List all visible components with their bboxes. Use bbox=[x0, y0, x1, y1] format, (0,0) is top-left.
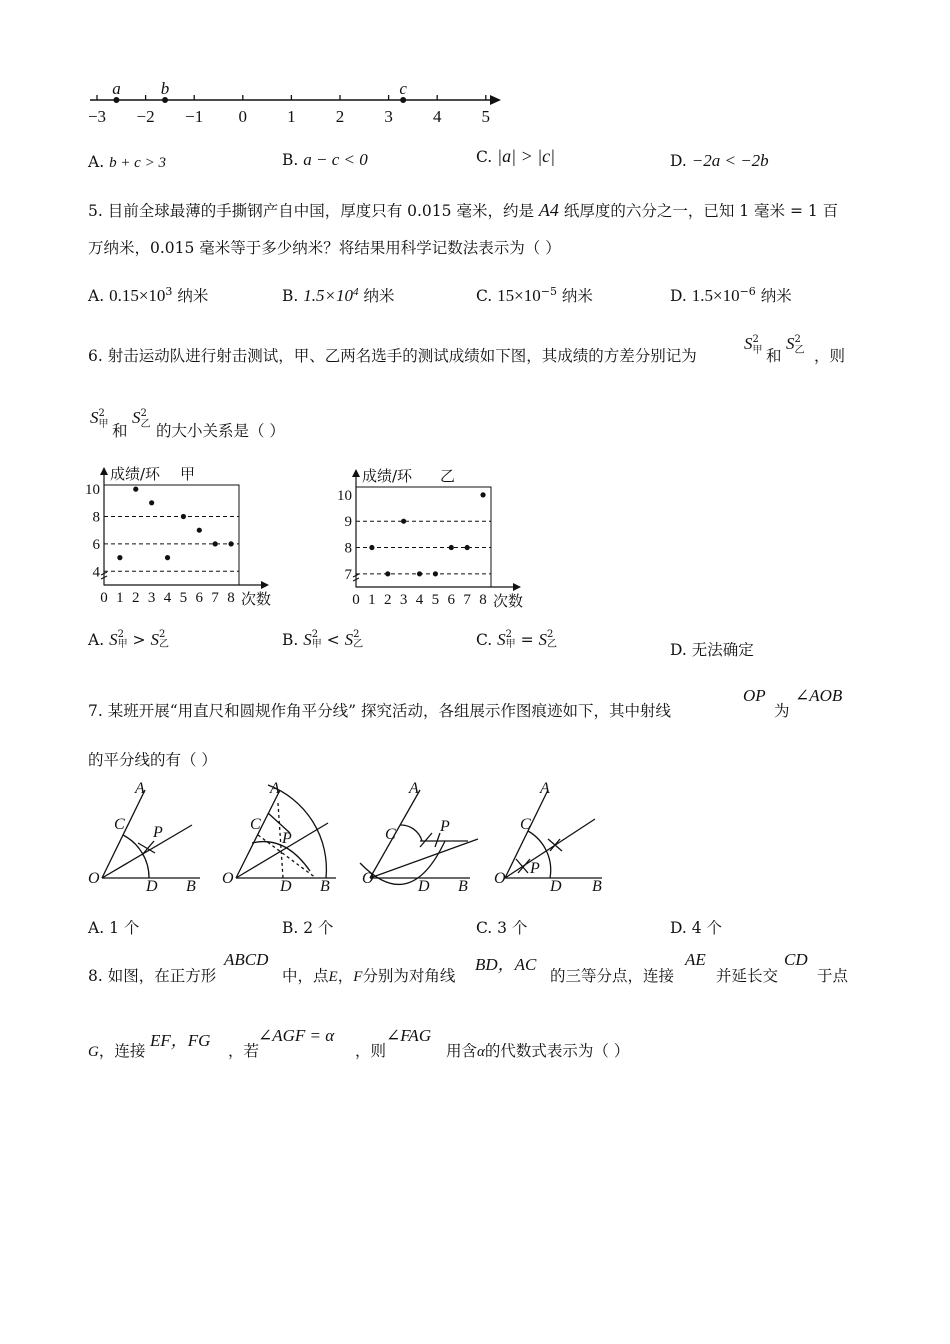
q6-option-c: C. S 2 甲 = S 2 乙 bbox=[476, 629, 558, 650]
q5-option-b: B. $1.5\times 10^4$ 纳米 bbox=[282, 286, 395, 306]
q6-s-jia: S 2 甲 bbox=[744, 334, 763, 356]
chart-x-tick-label: 0 bbox=[100, 590, 108, 606]
q7-option-a: A. 1 个 bbox=[88, 919, 140, 937]
chart-point bbox=[197, 528, 202, 533]
chart-point bbox=[417, 571, 422, 576]
chart-x-tick-label: 6 bbox=[447, 592, 456, 608]
chart-y-tick-label: 4 bbox=[92, 564, 100, 581]
q7-option-b: B. 2 个 bbox=[282, 919, 334, 937]
chart-yi bbox=[330, 460, 540, 620]
q8-p6: 于点 bbox=[817, 967, 849, 985]
svg-text:D: D bbox=[280, 878, 292, 895]
q8-p10: 用含α的代数式表示为（ ） bbox=[446, 1042, 630, 1060]
q6-option-d: D. 无法确定 bbox=[670, 641, 754, 659]
chart-x-tick-label: 1 bbox=[368, 592, 376, 608]
q5-line1: 5. 目前全球最薄的手撕钢产自中国，厚度只有 0.015 毫米，约是 A4 纸厚度的六分之一，已知 1 毫米 = 1 百 bbox=[88, 200, 839, 220]
q8-p1: 8. 如图，在正方形 bbox=[88, 967, 217, 985]
number-line-point-label: a bbox=[112, 79, 121, 98]
chart-point bbox=[181, 514, 186, 519]
q8-cd: CD bbox=[784, 950, 808, 969]
chart-x-tick-label: 2 bbox=[132, 590, 140, 606]
chart-point bbox=[433, 571, 438, 576]
chart-frame bbox=[356, 487, 491, 587]
q7-angle: ∠AOB bbox=[795, 686, 843, 705]
q7-figure-4 bbox=[505, 790, 602, 878]
svg-text:P: P bbox=[440, 818, 450, 835]
chart-point bbox=[117, 555, 122, 560]
chart-x-tick-label: 1 bbox=[116, 590, 124, 606]
svg-text:P: P bbox=[282, 830, 292, 847]
q6-line1: 6. 射击运动队进行射击测试，甲、乙两名选手的测试成绩如下图，其成绩的方差分别记为 bbox=[88, 347, 697, 365]
chart-title: 甲 bbox=[180, 465, 196, 483]
number-line-tick-label: 5 bbox=[481, 107, 491, 126]
chart-y-label: 成绩/环 bbox=[110, 465, 161, 483]
q4-option-b-expr: a − c < 0 bbox=[303, 150, 368, 169]
svg-text:C: C bbox=[520, 816, 531, 833]
chart-x-tick-label: 2 bbox=[384, 592, 392, 608]
q4-option-d: D. −2a < −2b bbox=[670, 151, 769, 170]
q8-abcd: ABCD bbox=[224, 950, 269, 969]
chart-x-tick-label: 4 bbox=[415, 592, 424, 608]
q8-p2: 中，点E，F分别为对角线 bbox=[282, 967, 456, 985]
q6-line2-tail: 的大小关系是（ ） bbox=[156, 422, 285, 440]
chart-x-tick-label: 5 bbox=[431, 592, 440, 608]
svg-text:C: C bbox=[385, 826, 396, 843]
q6-s-yi-2: S 2 乙 bbox=[132, 408, 151, 430]
chart-point bbox=[465, 545, 470, 550]
q4-option-d-expr: −2a < −2b bbox=[691, 151, 769, 170]
number-line-tick-label: 2 bbox=[335, 107, 345, 126]
chart-point bbox=[369, 545, 374, 550]
q5-line2: 万纳米，0.015 毫米等于多少纳米？将结果用科学记数法表示为（ ） bbox=[88, 239, 561, 257]
svg-text:P: P bbox=[530, 860, 540, 877]
chart-y-tick-label: 9 bbox=[344, 514, 352, 531]
number-line-arrow bbox=[490, 95, 501, 105]
chart-point bbox=[385, 571, 390, 576]
q7-line1: 7. 某班开展“用直尺和圆规作角平分线” 探究活动，各组展示作图痕迹如下，其中射线 bbox=[88, 702, 671, 720]
chart-point bbox=[480, 492, 485, 497]
svg-text:O: O bbox=[222, 870, 234, 887]
number-line-point-label: b bbox=[160, 79, 170, 98]
chart-y-tick-label: 7 bbox=[344, 566, 352, 583]
svg-text:O: O bbox=[362, 870, 374, 887]
number-line-tick-label: 4 bbox=[432, 107, 442, 126]
chart-point bbox=[149, 500, 154, 505]
svg-text:O: O bbox=[88, 870, 100, 887]
svg-text:A: A bbox=[270, 780, 280, 797]
q5-option-a: A. $0.15\times 10^3$ 纳米 bbox=[88, 285, 209, 306]
chart-x-tick-label: 5 bbox=[179, 590, 188, 606]
number-line bbox=[80, 75, 520, 130]
q4-option-c-expr: |a| > |c| bbox=[497, 146, 556, 166]
chart-x-tick-label: 3 bbox=[147, 590, 156, 606]
number-line-tick-label: −1 bbox=[185, 107, 204, 126]
q8-p9: ，则 bbox=[355, 1042, 387, 1060]
number-line-tick-label: 3 bbox=[384, 107, 393, 126]
svg-text:C: C bbox=[250, 816, 261, 833]
svg-text:D: D bbox=[418, 878, 430, 895]
svg-text:C: C bbox=[114, 816, 125, 833]
q7-figure-1 bbox=[102, 790, 200, 878]
chart-point bbox=[213, 541, 218, 546]
q8-line2a: G，连接 bbox=[88, 1042, 146, 1060]
chart-x-arrow bbox=[261, 581, 269, 589]
number-line-tick-label: −3 bbox=[87, 107, 107, 126]
q4-option-a-expr: b + c > 3 bbox=[109, 155, 166, 171]
q6-option-b: B. S 2 甲 < S 2 乙 bbox=[282, 629, 364, 650]
q5-option-d: D. $1.5\times 10^{-6}$ 纳米 bbox=[670, 285, 792, 306]
chart-x-arrow bbox=[513, 583, 521, 591]
chart-y-tick-label: 10 bbox=[337, 487, 352, 504]
chart-x-tick-label: 7 bbox=[463, 592, 471, 608]
number-line-point-label: c bbox=[399, 79, 407, 98]
svg-text:B: B bbox=[458, 878, 468, 895]
number-line-tick-label: 0 bbox=[238, 107, 248, 126]
chart-title: 乙 bbox=[440, 467, 456, 485]
chart-x-tick-label: 0 bbox=[352, 592, 360, 608]
svg-text:A: A bbox=[540, 780, 550, 797]
q8-effg: EF，FG bbox=[150, 1031, 211, 1050]
chart-x-label: 次数 bbox=[241, 590, 272, 608]
svg-text:A: A bbox=[135, 780, 145, 797]
chart-jia bbox=[80, 455, 280, 615]
q4-option-c: C. |a| > |c| bbox=[476, 146, 556, 166]
chart-x-tick-label: 4 bbox=[163, 590, 172, 606]
q6-and: 和 bbox=[766, 347, 782, 365]
q7-line2: 的平分线的有（ ） bbox=[88, 751, 217, 769]
q7-option-d: D. 4 个 bbox=[670, 919, 723, 937]
chart-x-tick-label: 8 bbox=[479, 592, 487, 608]
q6-s-jia-2: S 2 甲 bbox=[90, 408, 109, 430]
svg-text:D: D bbox=[146, 878, 158, 895]
q7-figures bbox=[80, 775, 620, 900]
q7-wei: 为 bbox=[774, 702, 790, 720]
chart-x-tick-label: 7 bbox=[211, 590, 219, 606]
chart-x-tick-label: 8 bbox=[227, 590, 235, 606]
q8-cond: ∠AGF = α bbox=[258, 1026, 335, 1045]
q8-p8: ，若 bbox=[228, 1042, 260, 1060]
chart-point bbox=[228, 541, 233, 546]
chart-y-tick-label: 10 bbox=[85, 482, 100, 499]
chart-y-tick-label: 6 bbox=[92, 536, 100, 553]
q4-option-a: A. b + c > 3 bbox=[88, 153, 166, 171]
chart-y-arrow bbox=[352, 469, 360, 477]
q8-p5: 并延长交 bbox=[716, 967, 779, 985]
q8-p4: 的三等分点，连接 bbox=[550, 967, 675, 985]
svg-text:B: B bbox=[186, 878, 196, 895]
chart-frame bbox=[104, 485, 239, 585]
number-line-tick-label: −2 bbox=[136, 107, 155, 126]
q8-ae: AE bbox=[685, 950, 706, 969]
chart-point bbox=[133, 487, 138, 492]
q6-option-a: A. S 2 甲 > S 2 乙 bbox=[88, 629, 169, 650]
q7-option-c: C. 3 个 bbox=[476, 919, 528, 937]
chart-x-label: 次数 bbox=[493, 592, 524, 610]
q8-fag: ∠FAG bbox=[386, 1026, 432, 1045]
q6-then: ，则 bbox=[814, 347, 846, 365]
q5-option-c: C. $15\times 10^{-5}$ 纳米 bbox=[476, 285, 593, 306]
q7-op: OP bbox=[743, 686, 766, 705]
svg-text:D: D bbox=[550, 878, 562, 895]
svg-text:O: O bbox=[494, 870, 506, 887]
chart-y-arrow bbox=[100, 467, 108, 475]
q4-option-b: B. a − c < 0 bbox=[282, 150, 368, 169]
q7-figure-3 bbox=[360, 790, 478, 884]
q6-and-2: 和 bbox=[112, 422, 128, 440]
chart-y-label: 成绩/环 bbox=[362, 467, 413, 485]
chart-point bbox=[401, 519, 406, 524]
svg-text:A: A bbox=[409, 780, 419, 797]
chart-x-tick-label: 3 bbox=[399, 592, 408, 608]
chart-point bbox=[165, 555, 170, 560]
chart-x-tick-label: 6 bbox=[195, 590, 204, 606]
svg-text:B: B bbox=[320, 878, 330, 895]
svg-text:P: P bbox=[153, 824, 163, 841]
number-line-tick-label: 1 bbox=[287, 107, 296, 126]
chart-y-tick-label: 8 bbox=[92, 509, 100, 526]
svg-text:B: B bbox=[592, 878, 602, 895]
chart-point bbox=[449, 545, 454, 550]
q8-bdac: BD，AC bbox=[475, 955, 537, 974]
chart-y-tick-label: 8 bbox=[344, 540, 352, 557]
q6-s-yi: S 2 乙 bbox=[786, 334, 805, 356]
